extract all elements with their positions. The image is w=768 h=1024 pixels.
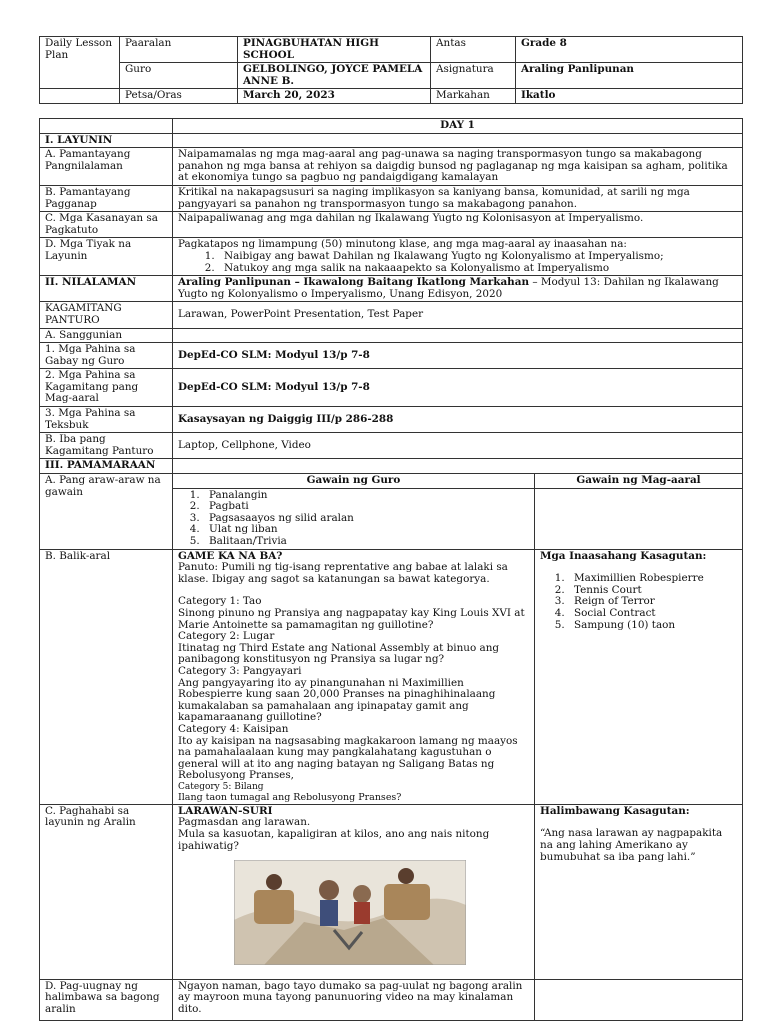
day-heading: DAY 1 — [173, 119, 743, 134]
category-1-question: Sinong pinuno ng Pransiya ang nagpapatay kay King Louis XVI at Marie Antoinette sa pamamagitan ng guillotine? — [178, 606, 525, 631]
category-3: Category 3: Pangyayari — [178, 664, 302, 677]
balik-aral-answers-cell — [535, 549, 743, 804]
antas-label: Antas — [431, 37, 516, 63]
gawain-magaaral-header: Gawain ng Mag-aaral — [535, 474, 742, 489]
header-doc-type: Daily Lesson Plan — [40, 37, 120, 89]
larawan-suri-line2: Mula sa kasuotan, kapaligiran at kilos, ano ang nais nitong ipahiwatig? — [178, 828, 490, 852]
nilalaman-rest: – Modyul 13: Dahilan ng Ikalawang Yugto ng Kolonyalismo o Imperyalismo, Unang Edisyon, 2020 — [178, 276, 719, 300]
category-2: Category 2: Lugar — [178, 630, 275, 643]
petsa-label: Petsa/Oras — [120, 89, 238, 104]
kasanayan-label: C. Mga Kasanayan sa Pagkatuto — [40, 212, 173, 238]
category-3-question: Ang pangyayaring ito ay pinangunahan ni Maximillien Robespierre kung saan 20,000 Pranses na pinaghihinalaang kumakalaban sa pamahalaan ang ipinapatay gamit ang kapamaraanang guillotine? — [178, 676, 496, 724]
halimbawang-kasagutan-text: “Ang nasa larawan ay nagpapakita na ang lahing Amerikano ay bumubuhat sa iba pang lahi.” — [540, 827, 723, 863]
pamamaraan-title: III. PAMAMARAAN — [40, 459, 173, 474]
lesson-table — [39, 118, 743, 1021]
tiyak-item: 2. Natukoy ang mga salik na nakaaapekto sa Kolonyalismo at Imperyalismo — [218, 263, 737, 275]
balik-aral-cell — [173, 549, 535, 804]
gawain-item: 5. Balitaan/Trivia — [203, 536, 534, 548]
answer-item: 2. Tennis Court — [568, 585, 737, 597]
gawain-item: 3. Pagsasaayos ng silid aralan — [203, 513, 534, 525]
nilalaman-text — [173, 276, 743, 302]
category-1: Category 1: Tao — [178, 595, 262, 608]
nilalaman-title: II. NILALAMAN — [40, 276, 173, 302]
larawan-suri-line1: Pagmasdan ang larawan. — [178, 816, 311, 829]
gawain-magaaral-cell — [535, 474, 743, 550]
pamantayang-pangnilalaman-label: A. Pamantayang Pangnilalaman — [40, 148, 173, 186]
category-5: Category 5: Bilang — [178, 781, 264, 792]
nilalaman-bold: Araling Panlipunan – Ikawalong Baitang Ikatlong Markahan — [178, 276, 530, 289]
tiyak-intro: Pagkatapos ng limampung (50) minutong klase, ang mga mag-aaral ay inaasahan na: — [178, 238, 627, 251]
gawain-guro-header: Gawain ng Guro — [173, 474, 534, 489]
quarter-value: Ikatlo — [516, 89, 743, 104]
gawain-item: 1. Panalangin — [203, 490, 534, 502]
gawain-item: 2. Pagbati — [203, 501, 534, 513]
political-cartoon-image — [234, 860, 466, 965]
pamantayang-pangnilalaman-text: Naipamamalas ng mga mag-aaral ang pag-unawa sa naging transpormasyon tungo sa makabagong panahon ng mga bansa at rehiyon sa daigdig bunsod ng paglaganap ng mga kaisipan sa agham, politika at ekonomiya tungo sa pagbuo ng pandaigdigang kamalayan — [173, 148, 743, 186]
answer-item: 3. Reign of Terror — [568, 596, 737, 608]
kagamitan-title: KAGAMITANG PANTURO — [40, 302, 173, 328]
category-4-question: Ito ay kaisipan na nagsasabing magkakaroon lamang ng maayos na pamahalaalaan kung may pangkalahatang kagustuhan o general will at ito ang naging batayan ng Saligang Batas ng Rebolusyong Pranses, — [178, 734, 518, 782]
school-name: PINAGBUHATAN HIGH SCHOOL — [238, 37, 431, 63]
ref-kagamitan-text: DepEd-CO SLM: Modyul 13/p 7-8 — [173, 369, 743, 407]
asignatura-label: Asignatura — [431, 63, 516, 89]
category-4: Category 4: Kaisipan — [178, 722, 289, 735]
tiyak-na-layunin-label: D. Mga Tiyak na Layunin — [40, 238, 173, 276]
layunin-title: I. LAYUNIN — [40, 133, 173, 148]
paaralan-label: Paaralan — [120, 37, 238, 63]
teacher-name: GELBOLINGO, JOYCE PAMELA ANNE B. — [238, 63, 431, 89]
subject-value: Araling Panlipunan — [516, 63, 743, 89]
panimulang-gawain-label: A. Pang araw-araw na gawain — [40, 474, 173, 550]
answer-item: 5. Sampung (10) taon — [568, 620, 737, 632]
ref-gabay-text: DepEd-CO SLM: Modyul 13/p 7-8 — [173, 343, 743, 369]
pamantayang-pagganap-text: Kritikal na nakapagsusuri sa naging implikasyon sa kaniyang bansa, komunidad, at sarili ng mga pangyayari sa panahon ng transpormasyon tungo sa makabagong panahon. — [173, 185, 743, 211]
larawan-suri-cell — [173, 804, 535, 979]
ref-gabay-label: 1. Mga Pahina sa Gabay ng Guro — [40, 343, 173, 369]
inaasahang-kasagutan-title: Mga Inaasahang Kasagutan: — [540, 549, 707, 562]
grade-value: Grade 8 — [516, 37, 743, 63]
date-value: March 20, 2023 — [238, 89, 431, 104]
pag-uugnay-label: D. Pag-uugnay ng halimbawa sa bagong aralin — [40, 979, 173, 1020]
pag-uugnay-text: Ngayon naman, bago tayo dumako sa pag-uulat ng bagong aralin ay mayroon muna tayong panunuoring video na may kinalaman dito. — [173, 979, 535, 1020]
halimbawang-kasagutan-cell — [535, 804, 743, 979]
game-title: GAME KA NA BA? — [178, 549, 283, 562]
paghahabi-label: C. Paghahabi sa layunin ng Aralin — [40, 804, 173, 979]
ref-kagamitan-label: 2. Mga Pahina sa Kagamitang pang Mag-aaral — [40, 369, 173, 407]
game-panuto: Panuto: Pumili ng tig-isang reprentative ang babae at lalaki sa klase. Ibigay ang sagot sa katanungan sa bawat kategorya. — [178, 561, 508, 585]
markahan-label: Markahan — [431, 89, 516, 104]
halimbawang-kasagutan-title: Halimbawang Kasagutan: — [540, 804, 690, 817]
sanggunian-label: A. Sanggunian — [40, 328, 173, 343]
gawain-item: 4. Ulat ng liban — [203, 524, 534, 536]
larawan-suri-title: LARAWAN-SURI — [178, 804, 273, 817]
iba-pang-kagamitan-label: B. Iba pang Kagamitang Panturo — [40, 433, 173, 459]
guro-label: Guro — [120, 63, 238, 89]
ref-teksbuk-label: 3. Mga Pahina sa Teksbuk — [40, 407, 173, 433]
kagamitan-text: Larawan, PowerPoint Presentation, Test Paper — [173, 302, 743, 328]
answer-item: 1. Maximillien Robespierre — [568, 573, 737, 585]
ref-teksbuk-text: Kasaysayan ng Daiggig III/p 286-288 — [173, 407, 743, 433]
tiyak-item: 1. Naibigay ang bawat Dahilan ng Ikalawang Yugto ng Kolonyalismo at Imperyalismo; — [218, 251, 737, 263]
kasanayan-text: Naipapaliwanag ang mga dahilan ng Ikalawang Yugto ng Kolonisasyon at Imperyalismo. — [173, 212, 743, 238]
category-2-question: Itinatag ng Third Estate ang National Assembly at binuo ang panibagong konstitusyon ng Pransiya sa lugar ng? — [178, 641, 500, 666]
category-5-question: Ilang taon tumagal ang Rebolusyong Pranses? — [178, 791, 402, 803]
iba-pang-kagamitan-text: Laptop, Cellphone, Video — [173, 433, 743, 459]
balik-aral-label: B. Balik-aral — [40, 549, 173, 804]
header-table — [39, 36, 743, 104]
tiyak-na-layunin-cell — [173, 238, 743, 276]
pamantayang-pagganap-label: B. Pamantayang Pagganap — [40, 185, 173, 211]
answer-item: 4. Social Contract — [568, 608, 737, 620]
gawain-guro-cell — [173, 474, 535, 550]
